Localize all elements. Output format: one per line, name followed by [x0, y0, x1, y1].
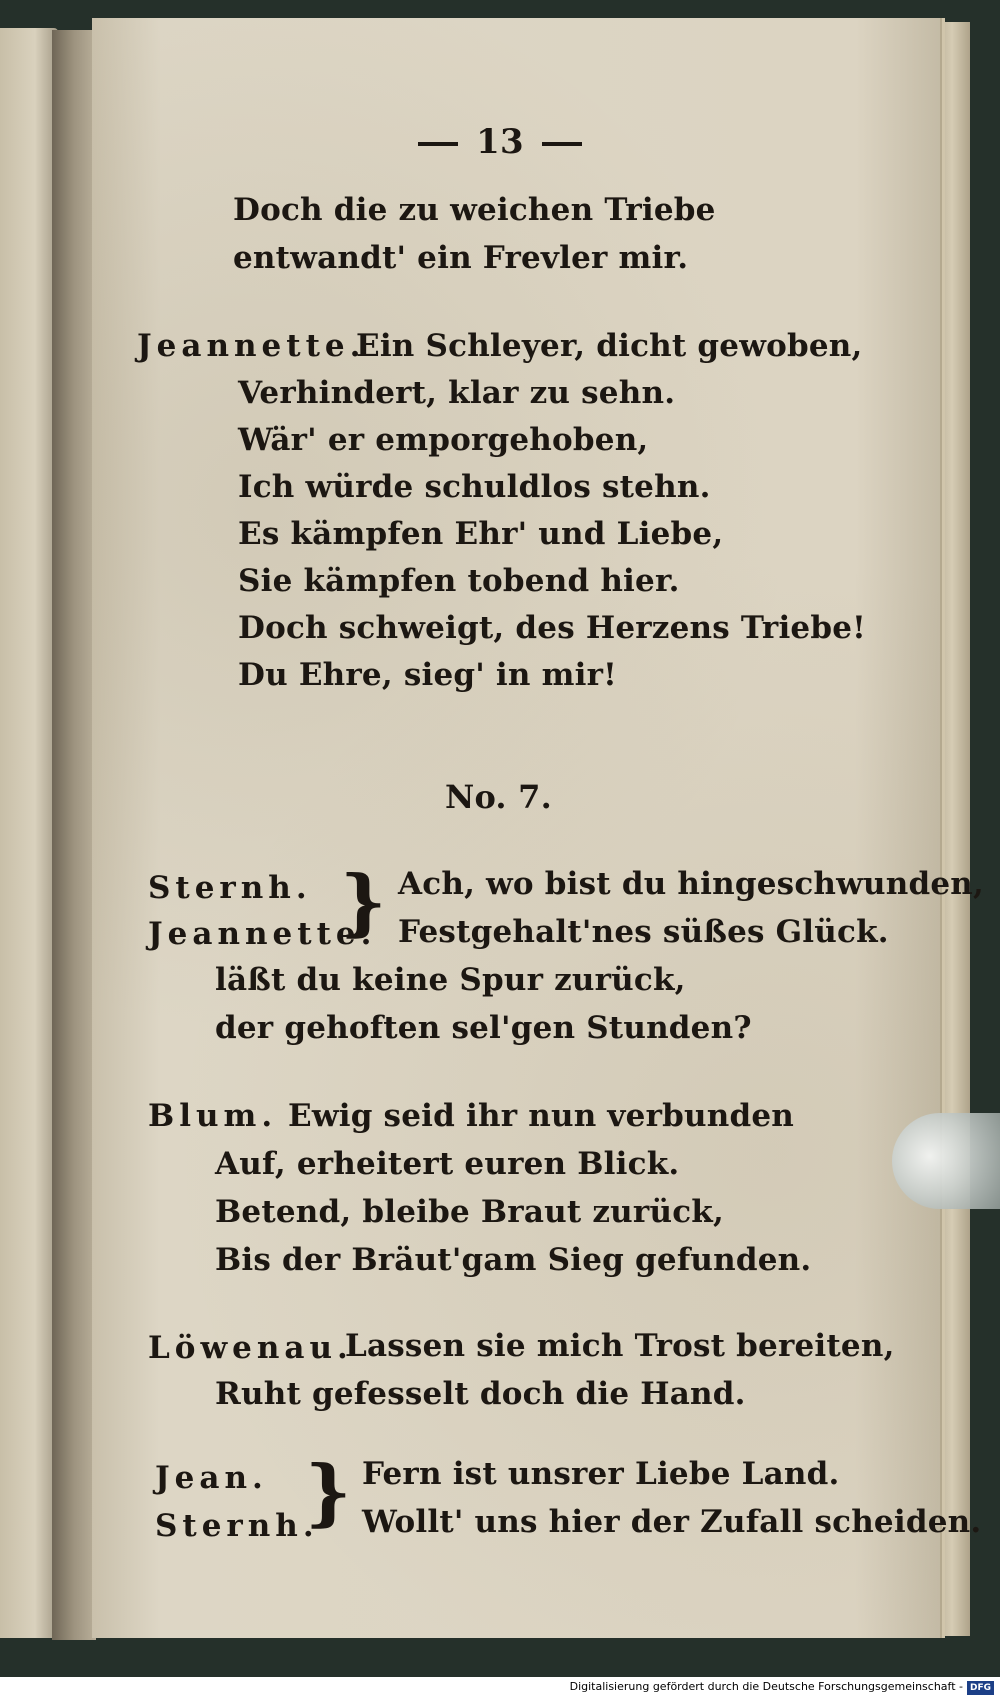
speaker-jean: Jean. — [155, 1460, 268, 1496]
verse-line: Wollt' uns hier der Zufall scheiden. — [362, 1504, 982, 1540]
verse-line: Betend, bleibe Braut zurück, — [215, 1194, 724, 1230]
verse-line: Bis der Bräut'gam Sieg gefunden. — [215, 1242, 812, 1278]
speaker-sternh: Sternh. — [148, 870, 312, 906]
speaker-jeannette: Jeannette. — [148, 916, 377, 952]
brace-icon: } — [305, 1449, 352, 1534]
dfg-logo: DFG — [967, 1681, 994, 1695]
folio-dash-right — [542, 142, 582, 146]
verse-line: Auf, erheitert euren Blick. — [215, 1146, 680, 1182]
number-heading: No. 7. — [445, 778, 552, 816]
credit-text: Digitalisierung gefördert durch die Deutsche Forschungsgemeinschaft - — [569, 1680, 963, 1693]
page-folio — [0, 122, 1000, 162]
speaker-jeannette: Jeannette. — [137, 328, 366, 364]
verse-line: Ruht gefesselt doch die Hand. — [215, 1376, 746, 1412]
page-stack-edge — [940, 22, 970, 1636]
verse-line: Verhindert, klar zu sehn. — [238, 375, 676, 411]
folio-dash-left — [418, 142, 458, 146]
page-number: 13 — [476, 122, 524, 162]
book-gutter — [52, 30, 96, 1640]
verse-line: Festgehalt'nes süßes Glück. — [398, 914, 889, 950]
verse-line: Es kämpfen Ehr' und Liebe, — [238, 516, 724, 552]
verse-line: Ewig seid ihr nun verbunden — [288, 1098, 794, 1134]
verse-line: Lassen sie mich Trost bereiten, — [345, 1328, 895, 1364]
verse-line: Wär' er emporgehoben, — [238, 422, 649, 458]
verse-line: der gehoften sel'gen Stunden? — [215, 1010, 752, 1046]
digitization-credit — [0, 1677, 1000, 1696]
verse-line: Ich würde schuldlos stehn. — [238, 469, 711, 505]
verse-line: Du Ehre, sieg' in mir! — [238, 657, 617, 693]
speaker-sternh: Sternh. — [155, 1508, 319, 1544]
page-clip — [892, 1113, 1000, 1209]
verse-line: Fern ist unsrer Liebe Land. — [362, 1456, 840, 1492]
speaker-loewenau: Löwenau. — [148, 1330, 353, 1366]
verse-line: entwandt' ein Frevler mir. — [233, 240, 689, 276]
verse-line: Doch schweigt, des Herzens Triebe! — [238, 610, 866, 646]
verse-line: läßt du keine Spur zurück, — [215, 962, 686, 998]
speaker-blum: Blum. — [148, 1098, 278, 1134]
verse-line: Ach, wo bist du hingeschwunden, — [398, 866, 985, 902]
brace-icon: } — [340, 859, 387, 944]
facing-page-edge — [0, 28, 58, 1638]
verse-line: Doch die zu weichen Triebe — [233, 192, 716, 228]
verse-line: Ein Schleyer, dicht gewoben, — [356, 328, 863, 364]
verse-line: Sie kämpfen tobend hier. — [238, 563, 680, 599]
